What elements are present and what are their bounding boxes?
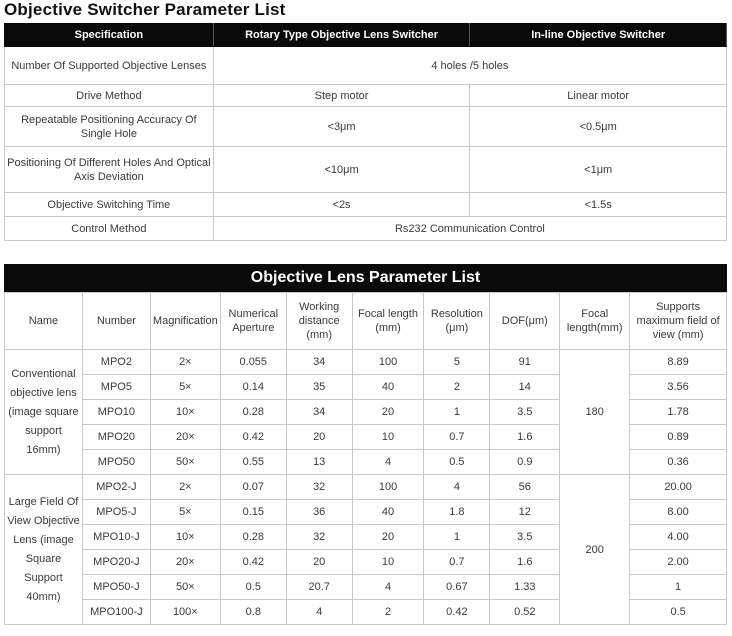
- value-cell: <3μm: [213, 107, 470, 147]
- lens-table-title: Objective Lens Parameter List: [4, 264, 727, 292]
- focal-length-cell: 100: [352, 350, 424, 375]
- table-row: [5, 147, 727, 193]
- value-cell: <1μm: [470, 147, 727, 193]
- dof-cell: 3.5: [490, 525, 560, 550]
- working-distance-cell: 34: [286, 350, 352, 375]
- column-header: Specification: [5, 24, 214, 47]
- magnification-cell: 50×: [150, 450, 220, 475]
- working-distance-cell: 32: [286, 525, 352, 550]
- spec-cell: Positioning Of Different Holes And Optical Axis Deviation: [5, 147, 214, 193]
- focal-length-cell: 20: [352, 525, 424, 550]
- resolution-cell: 0.67: [424, 575, 490, 600]
- magnification-cell: 2×: [150, 475, 220, 500]
- dof-cell: 14: [490, 375, 560, 400]
- column-header: DOF(μm): [490, 293, 560, 350]
- field-of-view-cell: 8.89: [630, 350, 727, 375]
- magnification-cell: 50×: [150, 575, 220, 600]
- table-row: [5, 107, 727, 147]
- number-cell: MPO20-J: [82, 550, 150, 575]
- field-of-view-cell: 2.00: [630, 550, 727, 575]
- focal-length-cell: 40: [352, 375, 424, 400]
- aperture-cell: 0.8: [220, 600, 286, 625]
- number-cell: MPO5-J: [82, 500, 150, 525]
- working-distance-cell: 35: [286, 375, 352, 400]
- working-distance-cell: 20: [286, 550, 352, 575]
- working-distance-cell: 13: [286, 450, 352, 475]
- working-distance-cell: 32: [286, 475, 352, 500]
- aperture-cell: 0.055: [220, 350, 286, 375]
- value-cell: <0.5μm: [470, 107, 727, 147]
- aperture-cell: 0.28: [220, 525, 286, 550]
- column-header: In-line Objective Switcher: [470, 24, 727, 47]
- field-of-view-cell: 0.5: [630, 600, 727, 625]
- magnification-cell: 10×: [150, 525, 220, 550]
- value-cell: Step motor: [213, 85, 470, 107]
- spec-cell: Control Method: [5, 217, 214, 241]
- number-cell: MPO2-J: [82, 475, 150, 500]
- focal-length-cell: 4: [352, 450, 424, 475]
- focal-length-cell: 100: [352, 475, 424, 500]
- number-cell: MPO50-J: [82, 575, 150, 600]
- aperture-cell: 0.28: [220, 400, 286, 425]
- number-cell: MPO5: [82, 375, 150, 400]
- resolution-cell: 0.7: [424, 550, 490, 575]
- column-header: Name: [5, 293, 83, 350]
- dof-cell: 91: [490, 350, 560, 375]
- aperture-cell: 0.42: [220, 425, 286, 450]
- focal-length-cell: 40: [352, 500, 424, 525]
- magnification-cell: 5×: [150, 375, 220, 400]
- group-name-cell: Conventional objective lens (image square support 16mm): [5, 350, 83, 475]
- table-row: [5, 47, 727, 85]
- spec-cell: Number Of Supported Objective Lenses: [5, 47, 214, 85]
- resolution-cell: 0.5: [424, 450, 490, 475]
- magnification-cell: 5×: [150, 500, 220, 525]
- working-distance-cell: 4: [286, 600, 352, 625]
- working-distance-cell: 20.7: [286, 575, 352, 600]
- resolution-cell: 0.42: [424, 600, 490, 625]
- column-header: Resolution (μm): [424, 293, 490, 350]
- value-cell: Rs232 Communication Control: [213, 217, 726, 241]
- column-header: Magnification: [150, 293, 220, 350]
- number-cell: MPO100-J: [82, 600, 150, 625]
- table-row: [5, 350, 727, 375]
- number-cell: MPO50: [82, 450, 150, 475]
- resolution-cell: 4: [424, 475, 490, 500]
- value-cell: <1.5s: [470, 193, 727, 217]
- field-of-view-cell: 4.00: [630, 525, 727, 550]
- table-header-row: [5, 293, 727, 350]
- dof-cell: 0.9: [490, 450, 560, 475]
- table-row: [5, 475, 727, 500]
- magnification-cell: 20×: [150, 425, 220, 450]
- spec-cell: Drive Method: [5, 85, 214, 107]
- working-distance-cell: 20: [286, 425, 352, 450]
- dof-cell: 12: [490, 500, 560, 525]
- table-row: [5, 193, 727, 217]
- dof-cell: 1.33: [490, 575, 560, 600]
- group-name-cell: Large Field Of View Objective Lens (image Square Support 40mm): [5, 475, 83, 625]
- table-row: [5, 85, 727, 107]
- column-header: Rotary Type Objective Lens Switcher: [213, 24, 470, 47]
- field-of-view-cell: 20.00: [630, 475, 727, 500]
- lens-table-body: [5, 350, 727, 625]
- aperture-cell: 0.5: [220, 575, 286, 600]
- resolution-cell: 1: [424, 400, 490, 425]
- dof-cell: 0.52: [490, 600, 560, 625]
- dof-cell: 3.5: [490, 400, 560, 425]
- dof-cell: 1.6: [490, 550, 560, 575]
- field-of-view-cell: 0.89: [630, 425, 727, 450]
- group-focal-length-cell: 200: [560, 475, 630, 625]
- aperture-cell: 0.55: [220, 450, 286, 475]
- focal-length-cell: 2: [352, 600, 424, 625]
- number-cell: MPO10: [82, 400, 150, 425]
- page-title: Objective Switcher Parameter List: [4, 0, 286, 19]
- focal-length-cell: 20: [352, 400, 424, 425]
- magnification-cell: 100×: [150, 600, 220, 625]
- column-header: Supports maximum field of view (mm): [630, 293, 727, 350]
- aperture-cell: 0.14: [220, 375, 286, 400]
- lens-parameter-table: [4, 264, 727, 625]
- group-focal-length-cell: 180: [560, 350, 630, 475]
- field-of-view-cell: 8.00: [630, 500, 727, 525]
- field-of-view-cell: 1.78: [630, 400, 727, 425]
- magnification-cell: 2×: [150, 350, 220, 375]
- number-cell: MPO20: [82, 425, 150, 450]
- resolution-cell: 0.7: [424, 425, 490, 450]
- number-cell: MPO10-J: [82, 525, 150, 550]
- working-distance-cell: 36: [286, 500, 352, 525]
- column-header: Focal length (mm): [352, 293, 424, 350]
- column-header: Numerical Aperture: [220, 293, 286, 350]
- resolution-cell: 1.8: [424, 500, 490, 525]
- field-of-view-cell: 0.36: [630, 450, 727, 475]
- focal-length-cell: 10: [352, 425, 424, 450]
- working-distance-cell: 34: [286, 400, 352, 425]
- aperture-cell: 0.42: [220, 550, 286, 575]
- switcher-parameter-table: [4, 23, 727, 241]
- focal-length-cell: 4: [352, 575, 424, 600]
- magnification-cell: 10×: [150, 400, 220, 425]
- field-of-view-cell: 3.56: [630, 375, 727, 400]
- focal-length-cell: 10: [352, 550, 424, 575]
- value-cell: <2s: [213, 193, 470, 217]
- dof-cell: 56: [490, 475, 560, 500]
- field-of-view-cell: 1: [630, 575, 727, 600]
- table-header-row: [5, 24, 727, 47]
- spec-cell: Repeatable Positioning Accuracy Of Single Hole: [5, 107, 214, 147]
- value-cell: <10μm: [213, 147, 470, 193]
- resolution-cell: 2: [424, 375, 490, 400]
- number-cell: MPO2: [82, 350, 150, 375]
- column-header: Focal length(mm): [560, 293, 630, 350]
- resolution-cell: 1: [424, 525, 490, 550]
- magnification-cell: 20×: [150, 550, 220, 575]
- column-header: Number: [82, 293, 150, 350]
- dof-cell: 1.6: [490, 425, 560, 450]
- resolution-cell: 5: [424, 350, 490, 375]
- value-cell: Linear motor: [470, 85, 727, 107]
- aperture-cell: 0.07: [220, 475, 286, 500]
- spec-cell: Objective Switching Time: [5, 193, 214, 217]
- column-header: Working distance (mm): [286, 293, 352, 350]
- table-row: [5, 217, 727, 241]
- aperture-cell: 0.15: [220, 500, 286, 525]
- value-cell: 4 holes /5 holes: [213, 47, 726, 85]
